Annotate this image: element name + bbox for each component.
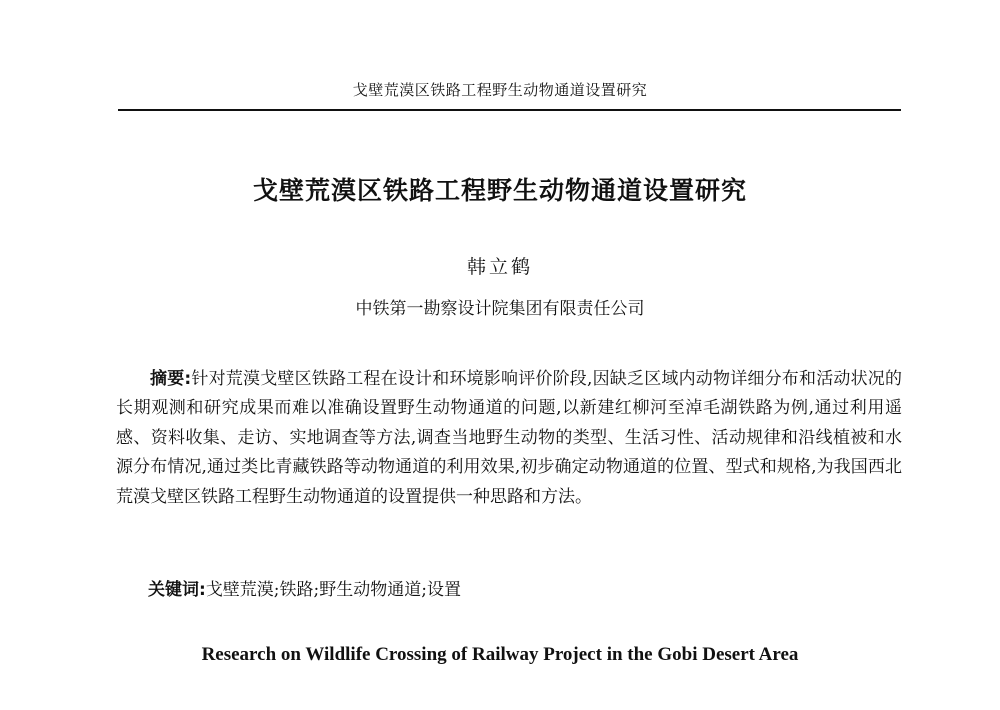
abstract-text: 针对荒漠戈壁区铁路工程在设计和环境影响评价阶段,因缺乏区域内动物详细分布和活动状况的长期观测和研究成果而难以准确设置野生动物通道的问题,以新建红柳河至淖毛湖铁路为例,通过利用遥感、资料收集、走访、实地调查等方法,调查当地野生动物的类型、生活习性、活动规律和沿线植被和水源分布情况,通过类比青藏铁路等动物通道的利用效果,初步确定动物通道的位置、型式和规格,为我国西北荒漠戈壁区铁路工程野生动物通道的设置提供一种思路和方法。 — [116, 369, 902, 507]
english-title: Research on Wildlife Crossing of Railway Project in the Gobi Desert Area — [201, 644, 799, 665]
header-rule — [118, 109, 901, 111]
keywords-label: 关键词: — [148, 580, 206, 600]
paper-title: 戈壁荒漠区铁路工程野生动物通道设置研究 — [252, 176, 747, 205]
running-head: 戈壁荒漠区铁路工程野生动物通道设置研究 — [352, 81, 648, 99]
author-affiliation: 中铁第一勘察设计院集团有限责任公司 — [355, 299, 645, 319]
keywords — [148, 576, 461, 605]
keywords-text: 戈壁荒漠;铁路;野生动物通道;设置 — [205, 580, 461, 600]
abstract-label: 摘要: — [150, 369, 192, 389]
author-name: 韩立鹤 — [466, 256, 533, 278]
abstract — [116, 365, 902, 512]
